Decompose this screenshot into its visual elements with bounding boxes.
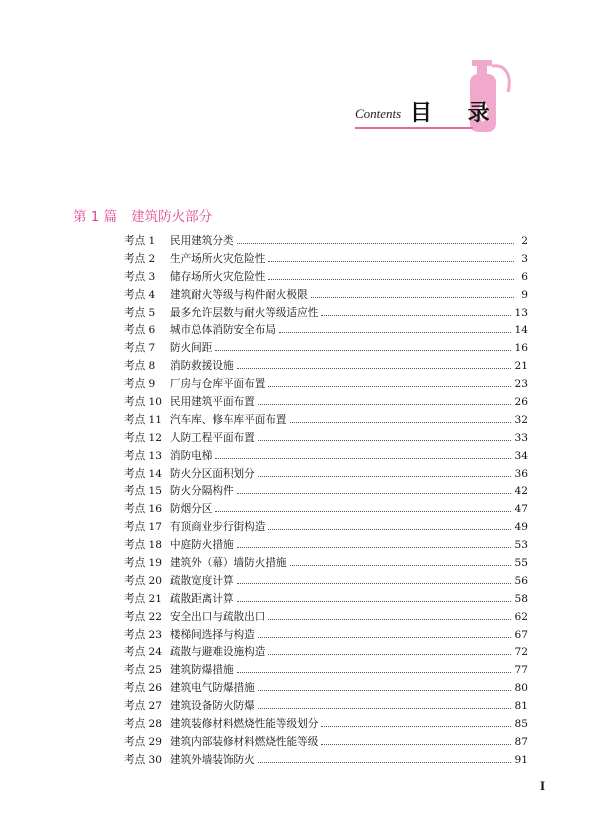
toc-entry-label: 考点 2 [124,252,156,265]
page-header [0,0,600,140]
dot-leader [290,565,511,566]
toc-entry-label: 考点 6 [124,324,156,337]
toc-entry[interactable] [124,752,528,770]
toc-entry-page: 32 [514,413,528,426]
dot-leader [237,672,511,673]
toc-entry-label: 考点 9 [124,378,156,391]
toc-entry-title: 建筑设备防火防爆 [170,700,255,713]
toc-entry-label: 考点 15 [124,485,163,498]
toc-entry-page: 3 [521,252,528,265]
toc-entry-label: 考点 11 [124,413,163,426]
toc-entry-label: 考点 17 [124,521,163,534]
toc-entry[interactable] [124,466,528,484]
dot-leader [237,368,511,369]
toc-entry-label: 考点 22 [124,610,163,623]
toc-entry[interactable] [124,412,528,430]
dot-leader [258,476,511,477]
toc-entry-title: 厂房与仓库平面布置 [170,378,266,391]
page-number: I [540,778,546,793]
toc-entry-label: 考点 20 [124,574,163,587]
toc-entry-title: 建筑电气防爆措施 [170,682,255,695]
dot-leader [321,315,510,316]
contents-label: Contents [355,106,402,121]
toc-entry-title: 疏散与避难设施构造 [170,646,266,659]
toc-entry-label: 考点 1 [124,235,156,247]
toc-entry-title: 消防电梯 [170,449,213,462]
dot-leader [215,350,510,351]
toc-entry-title: 最多允许层数与耐火等级适应性 [170,306,319,319]
toc-entry-label: 考点 21 [124,592,163,605]
toc-entry-title: 中庭防火措施 [170,539,234,552]
toc-entry-title: 防火分隔构件 [170,485,234,498]
toc-entry-label: 考点 12 [124,431,163,444]
toc-entry[interactable] [124,501,528,519]
toc-entry-label: 考点 28 [124,718,163,731]
toc-entry-label: 考点 4 [124,288,156,301]
toc-entry[interactable] [124,483,528,501]
toc-entry-page: 9 [521,288,528,301]
dot-leader [279,332,511,333]
toc-entry-label: 考点 8 [124,360,156,373]
toc-entry-page: 87 [514,735,528,748]
toc-entry[interactable] [124,251,528,269]
toc-entry-label: 考点 27 [124,700,163,713]
toc-entry[interactable] [124,376,528,394]
dot-leader [237,243,514,244]
toc-entry-page: 55 [514,557,528,570]
toc-entry-label: 考点 10 [124,396,163,409]
toc-entry[interactable] [124,394,528,412]
title-underline [355,127,473,129]
dot-leader [268,279,514,280]
dot-leader [258,708,511,709]
toc-entry[interactable] [124,698,528,716]
toc-entry[interactable] [124,448,528,466]
toc-entry-page: 47 [514,503,528,516]
dot-leader [258,440,511,441]
toc-entry-label: 考点 16 [124,503,163,516]
toc-entry-title: 楼梯间选择与构造 [170,628,255,641]
toc-entry[interactable] [124,627,528,645]
dot-leader [258,404,511,405]
toc-entry-title: 防火分区面积划分 [170,467,255,480]
toc-entry-label: 考点 30 [124,753,163,766]
toc-entry[interactable] [124,519,528,537]
toc-entry-title: 建筑外（幕）墙防火措施 [170,557,287,570]
toc-entry[interactable] [124,662,528,680]
toc-entry-label: 考点 24 [124,646,163,659]
toc-entry-title: 人防工程平面布置 [170,431,255,444]
toc-entry[interactable] [124,609,528,627]
dot-leader [268,386,510,387]
toc-entry[interactable] [124,233,528,251]
toc-entry-label: 考点 29 [124,735,163,748]
toc-entry-page: 81 [514,700,528,713]
toc-entry-label: 考点 25 [124,664,163,677]
toc-entry-page: 21 [514,360,528,373]
toc-entry-title: 建筑外墙装饰防火 [170,753,255,766]
dot-leader [258,762,511,763]
toc-entry[interactable] [124,305,528,323]
toc-entry-title: 有顶商业步行街构造 [170,521,266,534]
toc-entry-page: 13 [514,306,528,319]
toc-entry-page: 16 [514,342,528,355]
toc-entry-title: 建筑耐火等级与构件耐火极限 [170,288,308,301]
toc-entry-page: 67 [514,628,528,641]
toc-entry-title: 防火间距 [170,342,213,355]
toc-entry-page: 26 [514,396,528,409]
toc-entry-title: 疏散宽度计算 [170,574,234,587]
dot-leader [237,547,511,548]
dot-leader [237,583,511,584]
toc-entry-label: 考点 7 [124,342,156,355]
toc-entry-page: 49 [514,521,528,534]
dot-leader [268,261,514,262]
toc-entry-page: 33 [514,431,528,444]
dot-leader [290,422,511,423]
toc-entry-page: 62 [514,610,528,623]
toc-entry[interactable] [124,322,528,340]
toc-entry[interactable] [124,287,528,305]
toc-entry[interactable] [124,555,528,573]
page-title: 目 录 [410,101,504,126]
dot-leader [321,726,510,727]
toc-entry-page: 14 [514,324,528,337]
toc-entry[interactable] [124,644,528,662]
section-number: 第 1 篇 [73,209,118,225]
dot-leader [311,297,514,298]
toc-entry-label: 考点 13 [124,449,163,462]
toc-entry-page: 58 [514,592,528,605]
dot-leader [258,690,511,691]
toc-entry-label: 考点 26 [124,682,163,695]
toc-entry-title: 建筑内部装修材料燃烧性能等级 [170,735,319,748]
toc-entry-label: 考点 14 [124,467,163,480]
toc-entry-page: 91 [514,753,528,766]
toc-entry-page: 23 [514,378,528,391]
dot-leader [321,744,510,745]
toc-entry[interactable] [124,269,528,287]
table-of-contents [124,233,528,770]
toc-entry[interactable] [124,358,528,376]
dot-leader [237,493,511,494]
dot-leader [215,458,510,459]
toc-entry-page: 36 [514,467,528,480]
toc-entry-title: 城市总体消防安全布局 [170,324,276,337]
dot-leader [215,511,510,512]
section-name: 建筑防火部分 [131,209,213,225]
toc-entry[interactable] [124,340,528,358]
toc-entry-title: 储存场所火灾危险性 [170,270,266,283]
toc-entry-title: 安全出口与疏散出口 [170,610,266,623]
toc-entry-label: 考点 5 [124,306,156,319]
section-heading [73,205,212,225]
toc-entry-page: 2 [521,235,528,247]
dot-leader [268,654,510,655]
toc-entry-label: 考点 3 [124,270,156,283]
toc-entry-page: 42 [514,485,528,498]
toc-entry[interactable] [124,716,528,734]
toc-entry[interactable] [124,573,528,591]
toc-entry-title: 消防救援设施 [170,360,234,373]
toc-entry-title: 民用建筑平面布置 [170,396,255,409]
toc-entry-page: 77 [514,664,528,677]
toc-entry-page: 6 [521,270,528,283]
toc-entry-title: 防烟分区 [170,503,213,516]
toc-entry-page: 80 [514,682,528,695]
dot-leader [268,529,510,530]
toc-entry-page: 34 [514,449,528,462]
toc-entry-label: 考点 18 [124,539,163,552]
toc-entry-title: 民用建筑分类 [170,235,234,247]
toc-entry[interactable] [124,537,528,555]
dot-leader [258,637,511,638]
toc-entry-title: 疏散距离计算 [170,592,234,605]
toc-entry-label: 考点 23 [124,628,163,641]
toc-entry-page: 85 [514,718,528,731]
dot-leader [237,601,511,602]
toc-entry-title: 建筑装修材料燃烧性能等级划分 [170,718,319,731]
toc-entry[interactable] [124,591,528,609]
toc-entry-title: 建筑防爆措施 [170,664,234,677]
toc-entry-title: 汽车库、修车库平面布置 [170,413,287,426]
toc-entry[interactable] [124,430,528,448]
toc-entry-page: 53 [514,539,528,552]
toc-entry-title: 生产场所火灾危险性 [170,252,266,265]
dot-leader [268,619,510,620]
toc-entry[interactable] [124,680,528,698]
toc-entry-page: 72 [514,646,528,659]
toc-entry[interactable] [124,734,528,752]
toc-entry-page: 56 [514,574,528,587]
toc-entry-label: 考点 19 [124,557,163,570]
